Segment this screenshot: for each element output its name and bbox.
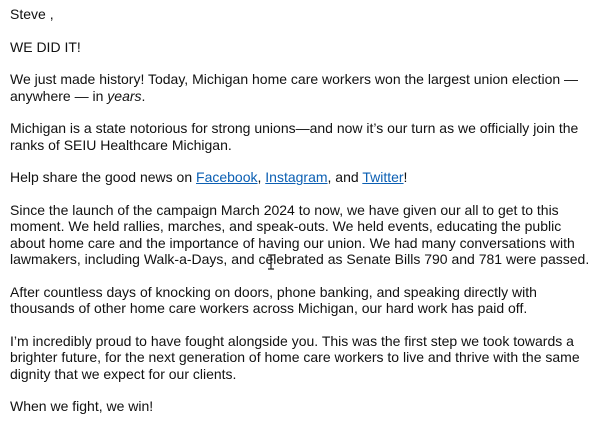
facebook-link[interactable]: Facebook [196,169,258,185]
share-line [10,169,590,186]
paragraph-michigan: Michigan is a state notorious for strong unions—and now it’s our turn as we officially join the ranks of SEIU Healthcare Michigan. [10,120,579,153]
instagram-link[interactable]: Instagram [265,169,328,185]
paragraph-history-emphasis: years [107,87,142,104]
paragraph-history-end: . [141,87,146,104]
paragraph-proud: I’m incredibly proud to have fought alongside you. This was the first step we took towards a brighter future, for the next generation of home care workers to live and thrive with the same dignity that we expect for our clients. [10,332,580,382]
paragraph-history-text: We just made history! Today, Michigan home care workers won the largest union election — anywhere — in [10,71,579,104]
paragraph-campaign: Since the launch of the campaign March 2024 to now, we have given our all to get to this moment. We held rallies, marches, and speak-outs. We held events, educating the public about home care and the importance of having our union. We had many conversations with lawmakers, including Walk-a-Days, and celebrated as Senate Bills 790 and 781 were passed. [10,201,590,267]
share-prefix: Help share the good news on [10,169,197,185]
greeting: Steve , [10,6,54,22]
paragraph-history [10,71,590,104]
headline: WE DID IT! [10,38,81,55]
paragraph-hard-work: After countless days of knocking on doors, phone banking, and speaking directly with thousands of other home care workers across Michigan, our hard work has paid off. [10,283,537,316]
share-suffix: ! [403,169,408,185]
closing-line: When we fight, we win! [10,398,154,414]
share-separator-1: , [257,169,266,185]
share-separator-2: , and [327,169,363,185]
twitter-link[interactable]: Twitter [362,169,404,185]
